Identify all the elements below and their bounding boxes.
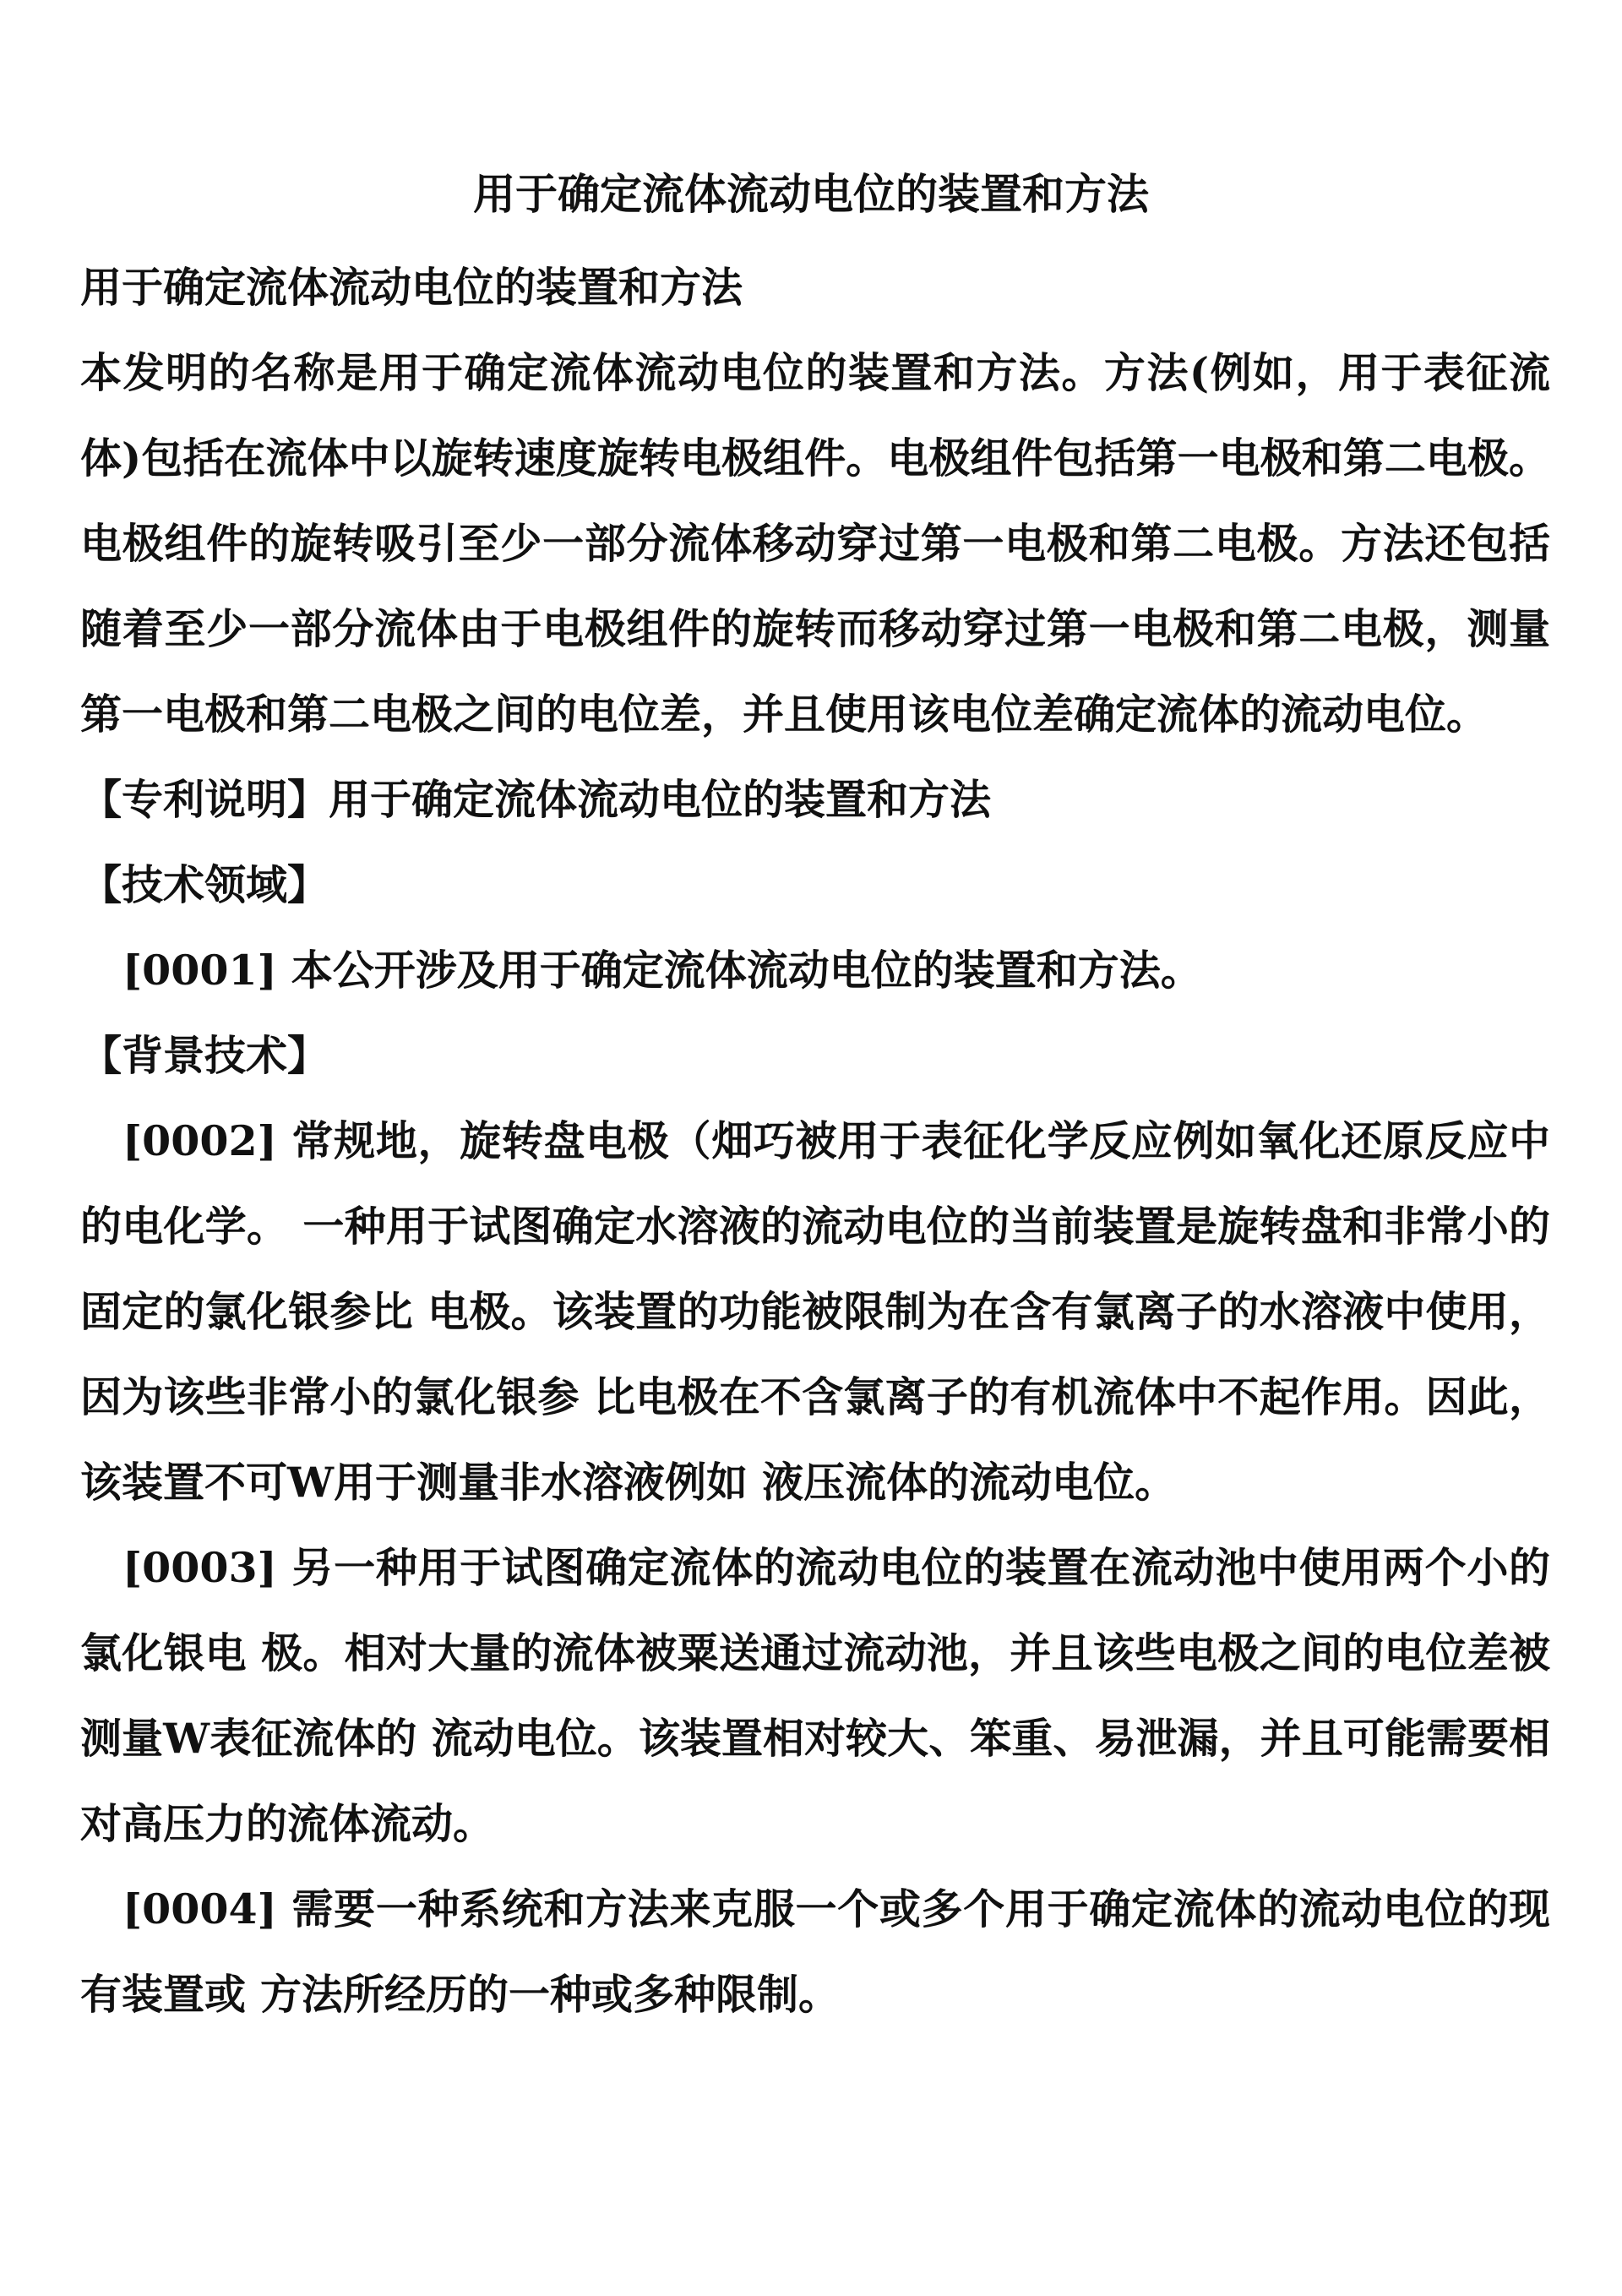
document-subtitle: 用于确定流体流动电位的装置和方法 bbox=[80, 263, 743, 312]
abstract-paragraph: 本发明的名称是用于确定流体流动电位的装置和方法。方法(例如，用于表征流体)包括在流体中以旋转速度旋转电极组件。电极组件包括第一电极和第二电极。电极组件的旋转吸引至少一部分流体移动穿过第一电极和第二电极。方法还包括随着至少一部分流体由于电极组件的旋转而移动穿过第一电极和第二电极，测量第一电极和第二电极之间的电位差，并且使用该电位差确定流体的流动电位。 bbox=[80, 348, 1550, 739]
document-title: 用于确定流体流动电位的装置和方法 bbox=[473, 169, 1149, 219]
paragraph-0003: [0003] 另一种用于试图确定流体的流动电位的装置在流动池中使用两个小的氯化银电 极。相对大量的流体被粟送通过流动池，并且该些电极之间的电位差被测量W表征流体的 流动电位。该装置相对较大、笨重、易泄漏，并且可能需要相对高压力的流体流动。 bbox=[80, 1543, 1550, 1848]
paragraph-0002: [0002] 常规地，旋转盘电极（畑巧被用于表征化学反应例如氧化还原反应中的电化学。 一种用于试图确定水溶液的流动电位的当前装置是旋转盘和非常小的固定的氯化银参比 电极。该装置的功能被限制为在含有氯离子的水溶液中使用，因为该些非常小的氯化银参 比电极在不含氯离子的有机流体中不起作用。因此，该装置不可W用于测量非水溶液例如 液压流体的流动电位。 bbox=[80, 1116, 1550, 1507]
document-body bbox=[80, 245, 1550, 2037]
paragraph-0004: [0004] 需要一种系统和方法来克服一个或多个用于确定流体的流动电位的现有装置或 方法所经历的一种或多种限制。 bbox=[80, 1884, 1550, 2019]
paragraph-0001: [0001] 本公开涉及用于确定流体流动电位的装置和方法。 bbox=[122, 946, 1202, 995]
patent-description-heading: 【专利说明】用于确定流体流动电位的装置和方法 bbox=[80, 775, 992, 824]
section-heading-background: 【背景技术】 bbox=[80, 1031, 329, 1080]
section-heading-technical-field: 【技术领域】 bbox=[80, 860, 329, 909]
